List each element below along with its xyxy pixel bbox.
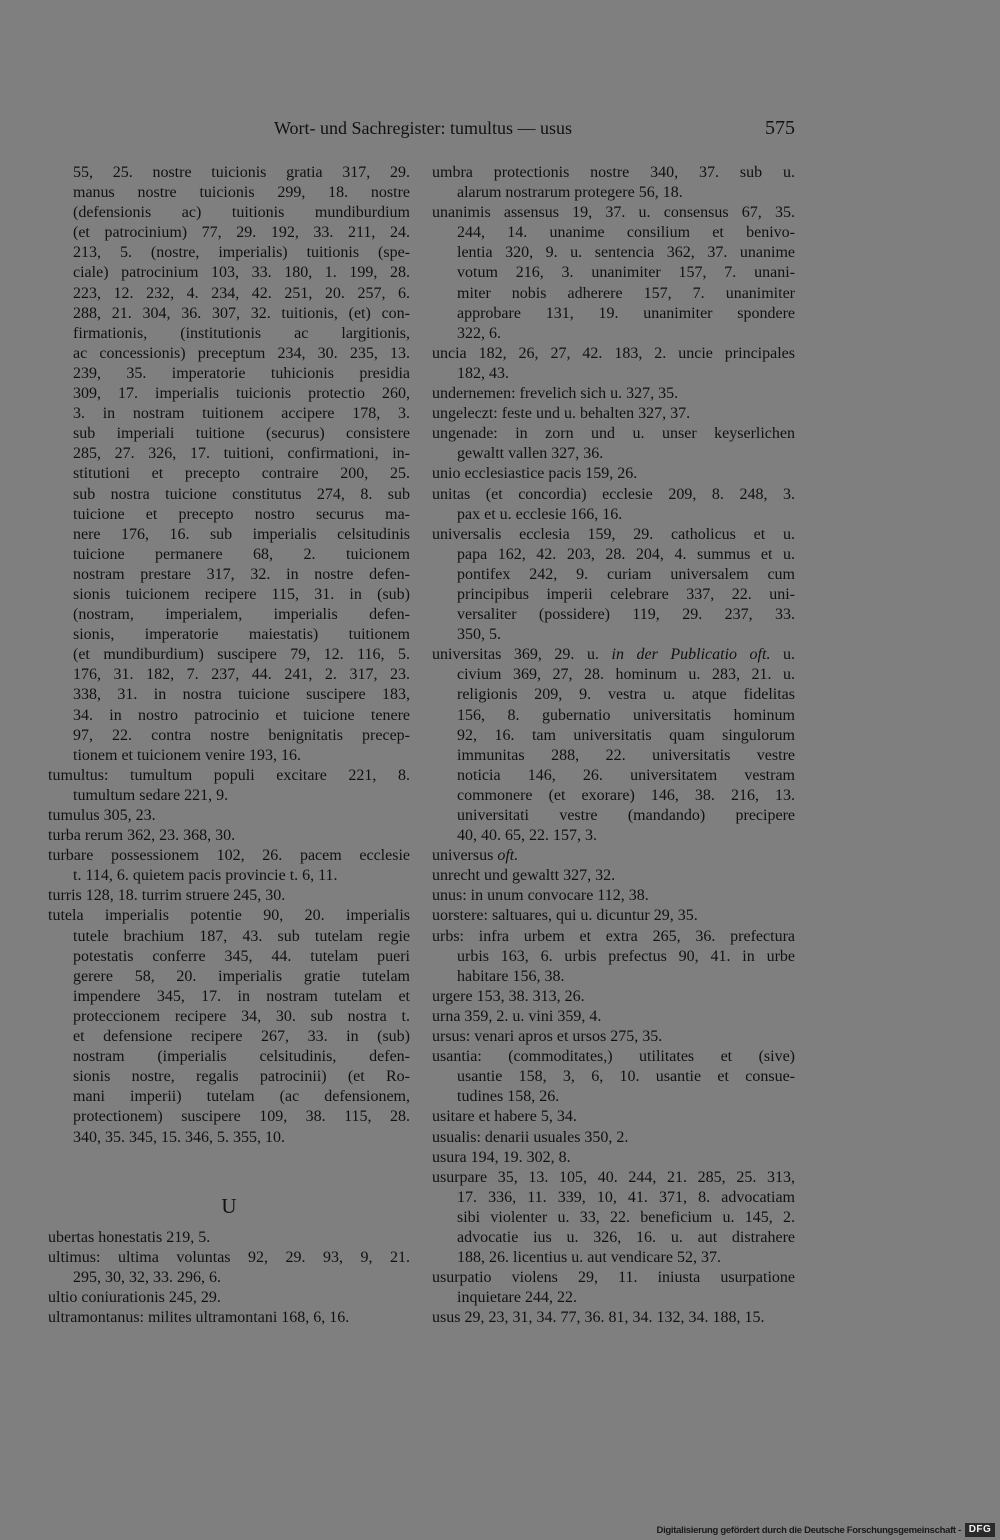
index-line (432, 203, 795, 223)
line-text: ultio coniurationis 245, 29. (48, 1289, 221, 1307)
index-entry (432, 1148, 795, 1168)
line-text: unrecht und gewaltt 327, 32. (432, 867, 616, 885)
index-entry (48, 886, 410, 906)
index-line (432, 424, 795, 444)
index-entry (432, 404, 795, 424)
line-text: gewaltt vallen 327, 36. (457, 445, 604, 463)
line-text: tumultus: tumultum populi excitare 221, 8. (48, 766, 410, 784)
index-line (432, 866, 795, 886)
index-line (432, 1248, 795, 1268)
line-text: sub imperiali tuitione (securus) consistere (73, 425, 410, 443)
line-text: ursus: venari apros et ursos 275, 35. (432, 1028, 663, 1046)
index-entry (48, 1228, 410, 1248)
line-text: unio ecclesiastice pacis 159, 26. (432, 465, 638, 483)
index-line (432, 1067, 795, 1087)
line-text: 288, 21. 304, 36. 307, 32. tuitionis, (et) con- (73, 304, 410, 322)
line-text: usantie 158, 3, 6, 10. usantie et consue- (457, 1068, 795, 1086)
index-line (432, 565, 795, 585)
index-line (432, 183, 795, 203)
index-entry (48, 846, 410, 886)
index-line (432, 927, 795, 947)
line-text: ungeleczt: feste und u. behalten 327, 37. (432, 405, 691, 423)
line-text: 295, 30, 32, 33. 296, 6. (73, 1269, 221, 1287)
index-line (48, 565, 410, 585)
index-entry (432, 525, 795, 646)
index-line (48, 625, 410, 645)
line-text: 17. 336, 11. 339, 10, 41. 371, 8. advocatiam (457, 1188, 795, 1206)
index-line (432, 525, 795, 545)
index-line (432, 585, 795, 605)
line-text: stitutioni et precepto contraire 200, 25. (73, 465, 410, 483)
line-text: 92, 16. tam universitatis quam singulorum (457, 726, 795, 744)
index-line (432, 223, 795, 243)
index-line (48, 886, 410, 906)
line-text: tutele brachium 187, 43. sub tutelam regie (73, 927, 410, 945)
index-line (48, 344, 410, 364)
line-text: (nostram, imperialem, imperialis defen- (73, 606, 410, 624)
index-line (432, 1208, 795, 1228)
line-text: 223, 12. 232, 4. 234, 42. 251, 20. 257, 6. (73, 284, 410, 302)
index-line (48, 927, 410, 947)
line-text: 3. in nostram tuitionem accipere 178, 3. (73, 405, 410, 423)
index-line (432, 1288, 795, 1308)
line-text: impendere 345, 17. in nostram tutelam et (73, 987, 410, 1005)
line-text: turbare possessionem 102, 26. pacem ecclesie (48, 847, 410, 865)
index-line (48, 404, 410, 424)
line-text: ultimus: ultima voluntas 92, 29. 93, 9, 21. (48, 1249, 410, 1267)
line-text: 340, 35. 345, 15. 346, 5. 355, 10. (73, 1128, 285, 1146)
index-line (432, 605, 795, 625)
index-line (48, 1308, 410, 1328)
index-line (48, 1107, 410, 1127)
line-text: immunitas 288, 22. universitatis vestre (457, 746, 795, 764)
index-line (432, 625, 795, 645)
index-line (48, 324, 410, 344)
index-line (432, 826, 795, 846)
index-line (48, 826, 410, 846)
index-line (432, 685, 795, 705)
line-text: 350, 5. (457, 626, 501, 644)
line-text: 182, 43. (457, 364, 509, 382)
line-text: 176, 31. 182, 7. 237, 44. 241, 2. 317, 23. (73, 666, 410, 684)
index-line (432, 766, 795, 786)
line-text: noticia 146, 26. universitatem vestram (457, 766, 795, 784)
line-text: ultramontanus: milites ultramontani 168, 6, 16. (48, 1309, 350, 1327)
index-line (48, 766, 410, 786)
index-line (432, 384, 795, 404)
index-entry (432, 987, 795, 1007)
index-line (432, 284, 795, 304)
index-line (432, 987, 795, 1007)
index-entry (432, 163, 795, 203)
index-entry (48, 1288, 410, 1308)
line-text: universitati vestre (mandando) precipere (457, 807, 795, 824)
index-line (48, 1268, 410, 1288)
index-column-right (432, 163, 795, 1328)
index-line (432, 1128, 795, 1148)
index-line (48, 203, 410, 223)
line-text: mani imperii) tutelam (ac defensionem, (73, 1088, 410, 1106)
line-text: sionis, imperatorie maiestatis) tuitionem (73, 626, 410, 644)
line-text: 322, 6. (457, 324, 501, 342)
index-entry (432, 846, 795, 866)
index-line (432, 1047, 795, 1067)
line-text: approbare 131, 19. unanimiter spondere (457, 304, 795, 322)
index-line (432, 846, 795, 866)
line-text: (et mundiburdium) suscipere 79, 12. 116, 5. (73, 646, 410, 664)
italic-text: in der Publicatio oft. (611, 646, 771, 664)
line-text: urbis 163, 6. urbis prefectus 90, 41. in urbe (457, 947, 795, 965)
line-text: proteccionem recipere 34, 30. sub nostra t. (73, 1007, 410, 1025)
line-text: turris 128, 18. turrim struere 245, 30. (48, 887, 286, 905)
index-line (48, 726, 410, 746)
index-line (432, 806, 795, 826)
index-line (48, 1248, 410, 1268)
line-text: 213, 5. (nostre, imperialis) tuitionis (spe- (73, 244, 410, 262)
index-line (432, 545, 795, 565)
index-line (432, 906, 795, 926)
line-text: pontifex 242, 9. curiam universalem cum (457, 565, 795, 583)
index-entry (432, 1007, 795, 1027)
index-line (432, 505, 795, 525)
index-line (48, 1228, 410, 1248)
index-line (432, 645, 795, 665)
index-line (48, 665, 410, 685)
line-text: 55, 25. nostre tuicionis gratia 317, 29. (73, 164, 410, 181)
line-text: lentia 320, 9. u. sentencia 362, 37. unanime (457, 244, 795, 262)
index-line (432, 324, 795, 344)
line-text: (et patrocinium) 77, 29. 192, 33. 211, 24. (73, 224, 410, 242)
index-line (432, 1188, 795, 1208)
index-line (48, 444, 410, 464)
line-text: unanimis assensus 19, 37. u. consensus 67, 35. (432, 204, 795, 222)
line-text: tionem et tuicionem venire 193, 16. (73, 746, 301, 764)
index-entry (432, 344, 795, 384)
line-text: umbra protectionis nostre 340, 37. sub u. (432, 164, 795, 181)
index-line (48, 746, 410, 766)
index-line (48, 485, 410, 505)
index-line (432, 746, 795, 766)
index-line (48, 163, 410, 183)
index-line (48, 525, 410, 545)
index-line (48, 645, 410, 665)
line-text: commonere (et exorare) 146, 38. 216, 13. (457, 786, 795, 804)
line-text: 156, 8. gubernatio universitatis hominum (457, 706, 795, 724)
index-line (48, 1027, 410, 1047)
line-text: sionis tuicionem recipere 115, 31. in (sub) (73, 585, 410, 603)
index-line (432, 1168, 795, 1188)
line-text: turba rerum 362, 23. 368, 30. (48, 827, 236, 845)
line-text: alarum nostrarum protegere 56, 18. (457, 184, 683, 202)
index-entry (432, 927, 795, 987)
index-line (432, 263, 795, 283)
line-text: usualis: denarii usuales 350, 2. (432, 1128, 629, 1146)
index-line (432, 1107, 795, 1127)
line-text: 34. in nostro patrocinio et tuicione tenere (73, 706, 410, 724)
line-text: nere 176, 16. sub imperialis celsitudinis (73, 525, 410, 543)
index-line (432, 1268, 795, 1288)
line-text: ungenade: in zorn und u. unser keyserlichen (432, 425, 795, 443)
funding-notice: Digitalisierung gefördert durch die Deutsche Forschungsgemeinschaft - (656, 1524, 961, 1536)
index-line (48, 1288, 410, 1308)
index-line (432, 485, 795, 505)
line-text: tumultum sedare 221, 9. (73, 786, 229, 804)
running-title: Wort- und Sachregister: tumultus — usus (273, 118, 573, 138)
line-text: votum 216, 3. unanimiter 157, 7. unani- (457, 264, 795, 282)
line-text: 40, 40. 65, 22. 157, 3. (457, 827, 597, 845)
line-text: (defensionis ac) tuitionis mundiburdium (73, 204, 410, 222)
index-entry (432, 1047, 795, 1107)
index-line (48, 947, 410, 967)
digitization-footer (657, 1523, 995, 1537)
line-text: urgere 153, 38. 313, 26. (432, 987, 585, 1005)
index-line (432, 1027, 795, 1047)
line-text: ac concessionis) preceptum 234, 30. 235, 13. (73, 344, 410, 362)
index-line (48, 866, 410, 886)
section-heading (48, 1148, 410, 1228)
index-entry (432, 464, 795, 484)
index-entry (432, 384, 795, 404)
index-line (432, 1007, 795, 1027)
index-line (48, 967, 410, 987)
index-line (48, 384, 410, 404)
index-line (48, 364, 410, 384)
line-text: tudines 158, 26. (457, 1088, 560, 1106)
line-text: sionis nostre, regalis patrocinii) (et Ro- (73, 1068, 410, 1086)
line-text: firmationis, (institutionis ac largitionis, (73, 324, 410, 342)
line-text: papa 162, 42. 203, 28. 204, 4. summus et u. (457, 545, 795, 563)
line-text: unus: in unum convocare 112, 38. (432, 887, 649, 905)
index-entry (432, 1027, 795, 1047)
line-text: manus nostre tuicionis 299, 18. nostre (73, 184, 410, 202)
line-text: 309, 17. imperialis tuicionis protectio 260, (73, 385, 410, 403)
index-line (48, 846, 410, 866)
index-line (48, 806, 410, 826)
index-line (432, 967, 795, 987)
line-text: tuicione permanere 68, 2. tuicionem (73, 545, 410, 563)
line-text: universalis ecclesia 159, 29. catholicus et u. (432, 525, 795, 543)
index-line (48, 706, 410, 726)
index-entry (432, 866, 795, 886)
index-entry (48, 766, 410, 806)
index-line (48, 284, 410, 304)
section-letter: U (221, 1193, 237, 1218)
line-text: ciale) patrocinium 103, 33. 180, 1. 199, 28. (73, 264, 410, 282)
index-line (432, 786, 795, 806)
index-line (48, 243, 410, 263)
index-line (48, 1067, 410, 1087)
index-line (48, 183, 410, 203)
line-text: sibi violenter u. 33, 22. beneficium u. 145, 2. (457, 1208, 795, 1226)
line-text: uncia 182, 26, 27, 42. 183, 2. uncie principales (432, 344, 795, 362)
index-entry (432, 1268, 795, 1308)
line-text: civium 369, 27, 28. hominum u. 283, 21. u. (457, 666, 795, 684)
index-line (48, 585, 410, 605)
index-line (48, 304, 410, 324)
line-text: inquietare 244, 22. (457, 1289, 577, 1307)
index-entry (432, 203, 795, 344)
index-entry (432, 1107, 795, 1127)
index-line (432, 444, 795, 464)
index-line (48, 685, 410, 705)
line-text: miter nobis adherere 157, 7. unanimiter (457, 284, 795, 302)
line-text: tuicione et precepto nostro securus ma- (73, 505, 410, 523)
line-text: universus (432, 847, 498, 865)
index-line (432, 1228, 795, 1248)
line-text: pax et u. ecclesie 166, 16. (457, 505, 623, 523)
line-text: nostram (imperialis celsitudinis, defen- (73, 1048, 410, 1066)
index-entry (48, 906, 410, 1147)
line-text: u. (770, 646, 795, 664)
index-entry (432, 1128, 795, 1148)
index-line (48, 605, 410, 625)
line-text: nostram prestare 317, 32. in nostre defen- (73, 565, 410, 583)
line-text: advocatie ius u. 326, 16. u. aut distrahere (457, 1228, 795, 1246)
line-text: habitare 156, 38. (457, 967, 565, 985)
index-line (432, 1308, 795, 1328)
index-entry-continued (48, 163, 410, 766)
line-text: et defensione recipere 267, 33. in (sub) (73, 1028, 410, 1046)
index-line (432, 163, 795, 183)
index-line (432, 665, 795, 685)
line-text: ubertas honestatis 219, 5. (48, 1228, 211, 1246)
index-line (432, 404, 795, 424)
index-entry (432, 1168, 795, 1268)
line-text: uorstere: saltuares, qui u. dicuntur 29, 35. (432, 907, 698, 925)
line-text: t. 114, 6. quietem pacis provincie t. 6, 11. (73, 867, 338, 885)
line-text: 97, 22. contra nostre benignitatis precep- (73, 726, 410, 744)
italic-text: oft. (497, 847, 519, 865)
line-text: tutela imperialis potentie 90, 20. imperialis (48, 907, 410, 925)
index-entry (48, 826, 410, 846)
line-text: protectionem) suscipere 109, 38. 115, 28. (73, 1108, 410, 1126)
line-text: usus 29, 23, 31, 34. 77, 36. 81, 34. 132, 34. 188, 15. (432, 1309, 765, 1327)
index-line (48, 987, 410, 1007)
index-line (48, 1128, 410, 1148)
index-line (48, 424, 410, 444)
index-line (432, 947, 795, 967)
index-line (48, 1087, 410, 1107)
line-text: 239, 35. imperatorie tuhicionis presidia (73, 364, 410, 382)
line-text: 188, 26. licentius u. aut vendicare 52, 37. (457, 1249, 721, 1267)
index-entry (432, 886, 795, 906)
index-line (432, 304, 795, 324)
line-text: urbs: infra urbem et extra 265, 36. prefectura (432, 927, 795, 945)
dfg-logo: DFG (965, 1523, 995, 1537)
index-line (432, 243, 795, 263)
index-line (432, 1148, 795, 1168)
index-line (48, 505, 410, 525)
line-text: sub nostra tuicione constitutus 274, 8. sub (73, 485, 410, 503)
page-number: 575 (765, 117, 795, 139)
line-text: usurpare 35, 13. 105, 40. 244, 21. 285, 25. 313, (432, 1168, 795, 1186)
line-text: usitare et habere 5, 34. (432, 1108, 577, 1126)
index-line (432, 1087, 795, 1107)
line-text: unitas (et concordia) ecclesie 209, 8. 248, 3. (432, 485, 795, 503)
index-line (432, 886, 795, 906)
index-line (432, 464, 795, 484)
index-entry (48, 1248, 410, 1288)
index-line (432, 726, 795, 746)
index-entry (432, 485, 795, 525)
line-text: usura 194, 19. 302, 8. (432, 1148, 571, 1166)
index-column-left (48, 163, 410, 1328)
index-line (432, 364, 795, 384)
line-text: religionis 209, 9. vestra u. atque fidelitas (457, 686, 795, 704)
index-line (48, 223, 410, 243)
line-text: tumulus 305, 23. (48, 807, 156, 824)
index-entry (432, 906, 795, 926)
index-line (48, 1047, 410, 1067)
line-text: 285, 27. 326, 17. tuitioni, confirmationi, in- (73, 445, 410, 463)
index-entry (48, 806, 410, 826)
line-text: urna 359, 2. u. vini 359, 4. (432, 1007, 602, 1025)
line-text: potestatis conferre 345, 44. tutelam pueri (73, 947, 410, 965)
index-entry (48, 1308, 410, 1328)
index-entry (432, 1308, 795, 1328)
line-text: 338, 31. in nostra tuicione suscipere 183, (73, 686, 410, 704)
line-text: versaliter (possidere) 119, 29. 237, 33. (457, 606, 795, 624)
index-line (48, 263, 410, 283)
index-entry (432, 424, 795, 464)
index-line (48, 545, 410, 565)
index-line (48, 1007, 410, 1027)
index-line (48, 786, 410, 806)
index-line (48, 464, 410, 484)
line-text: universitas 369, 29. u. (432, 646, 612, 664)
index-line (432, 706, 795, 726)
line-text: 244, 14. unanime consilium et benivo- (457, 224, 795, 242)
line-text: undernemen: frevelich sich u. 327, 35. (432, 385, 679, 403)
index-line (432, 344, 795, 364)
index-entry (432, 645, 795, 846)
index-line (48, 906, 410, 926)
line-text: principibus imperii celebrare 337, 22. uni- (457, 585, 795, 603)
line-text: gerere 58, 20. imperialis gratie tutelam (73, 967, 410, 985)
line-text: usantia: (commoditates,) utilitates et (sive) (432, 1048, 795, 1066)
line-text: usurpatio violens 29, 11. iniusta usurpatione (432, 1269, 795, 1287)
